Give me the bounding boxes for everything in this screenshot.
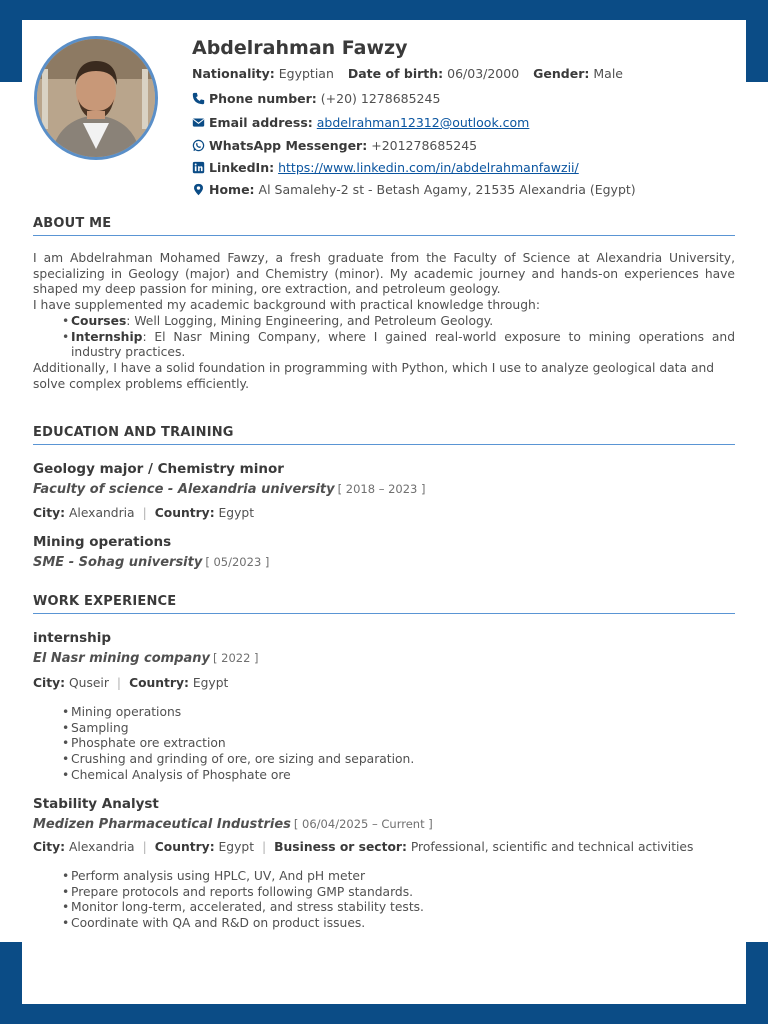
job-employer xyxy=(33,817,433,832)
about-supplement: I have supplemented my academic background with practical knowledge through: xyxy=(33,298,540,313)
home-value: Al Samalehy-2 st - Betash Agamy, 21535 Alexandria (Egypt) xyxy=(258,182,636,197)
education-date: [ 2018 – 2023 ] xyxy=(337,482,426,496)
country-label: Country: xyxy=(129,676,189,690)
separator: | xyxy=(142,840,147,854)
map-pin-icon xyxy=(192,183,205,196)
job-location xyxy=(33,676,228,690)
city-label: City: xyxy=(33,506,66,520)
education-institution xyxy=(33,555,269,570)
nationality-label: Nationality: xyxy=(192,66,275,81)
about-intro: I am Abdelrahman Mohamed Fawzy, a fresh graduate from the Faculty of Science at Alexandria University, specializing in Geology (major) and Chemistry (minor). My academic journey and hands-on experiences have shaped my deep passion for mining, ore extraction, and petroleum geology. xyxy=(33,251,735,297)
personal-info-line xyxy=(192,66,623,81)
candidate-name: Abdelrahman Fawzy xyxy=(192,37,408,59)
job-date: [ 2022 ] xyxy=(212,651,259,665)
bullet-label: Internship xyxy=(71,329,143,344)
whatsapp-value: +201278685245 xyxy=(371,138,478,153)
job-title: internship xyxy=(33,630,112,646)
about-bullets xyxy=(33,314,735,361)
job-location xyxy=(33,840,693,854)
job-duties xyxy=(33,869,735,932)
list-item: • Phosphate ore extraction xyxy=(33,736,735,752)
education-heading: EDUCATION AND TRAINING xyxy=(33,425,735,445)
city-value: Quseir xyxy=(68,676,109,690)
list-item xyxy=(33,330,735,361)
frame-corner-top-left xyxy=(0,0,22,82)
profile-photo xyxy=(34,36,158,160)
nationality-value: Egyptian xyxy=(278,66,334,81)
employer-name: Medizen Pharmaceutical Industries xyxy=(33,817,291,832)
whatsapp-label: WhatsApp Messenger: xyxy=(209,138,368,153)
list-item: • Prepare protocols and reports following GMP standards. xyxy=(33,885,735,901)
envelope-icon xyxy=(192,116,205,129)
country-label: Country: xyxy=(154,840,215,854)
about-closing: Additionally, I have a solid foundation in programming with Python, which I use to analyze geological data and solve complex problems efficiently. xyxy=(33,360,715,391)
city-label: City: xyxy=(33,676,66,690)
dob-label: Date of birth: xyxy=(347,66,444,81)
linkedin-link[interactable]: https://www.linkedin.com/in/abdelrahmanfawzii/ xyxy=(278,160,579,175)
list-item: • Crushing and grinding of ore, ore sizing and separation. xyxy=(33,752,735,768)
phone-line xyxy=(192,91,440,106)
home-line xyxy=(192,182,636,197)
list-item: • Mining operations xyxy=(33,705,735,721)
linkedin-line xyxy=(192,160,579,175)
employer-name: El Nasr mining company xyxy=(33,651,210,666)
education-title: Mining operations xyxy=(33,534,172,550)
sector-label: Business or sector: xyxy=(274,840,407,854)
linkedin-icon xyxy=(192,161,205,174)
education-location xyxy=(33,506,254,520)
country-label: Country: xyxy=(154,506,215,520)
frame-corner-top-right xyxy=(746,0,768,82)
separator: | xyxy=(142,506,147,520)
bullet-label: Courses xyxy=(71,313,127,328)
about-heading: ABOUT ME xyxy=(33,216,735,236)
separator: | xyxy=(116,676,122,690)
city-value: Alexandria xyxy=(68,506,135,520)
phone-label: Phone number: xyxy=(209,91,317,106)
list-item xyxy=(33,314,735,330)
phone-icon xyxy=(192,92,205,105)
institution-name: SME - Sohag university xyxy=(33,555,203,570)
bullet-text: : El Nasr Mining Company, where I gained real-world exposure to mining operations and industry practices. xyxy=(71,329,735,360)
job-employer xyxy=(33,651,259,666)
cv-page xyxy=(22,20,746,1004)
phone-value: (+20) 1278685245 xyxy=(320,91,441,106)
education-date: [ 05/2023 ] xyxy=(205,555,270,569)
job-title: Stability Analyst xyxy=(33,796,159,812)
job-date: [ 06/04/2025 – Current ] xyxy=(293,817,433,831)
city-value: Alexandria xyxy=(68,840,135,854)
email-label: Email address: xyxy=(209,115,313,130)
list-item: • Sampling xyxy=(33,721,735,737)
about-section xyxy=(33,251,735,392)
list-item: • Chemical Analysis of Phosphate ore xyxy=(33,768,735,784)
country-value: Egypt xyxy=(218,840,255,854)
frame-corner-bottom-left xyxy=(0,942,22,1024)
institution-name: Faculty of science - Alexandria university xyxy=(33,482,335,497)
bullet-text: : Well Logging, Mining Engineering, and Petroleum Geology. xyxy=(126,313,494,328)
frame-corner-bottom-right xyxy=(746,942,768,1024)
education-institution xyxy=(33,482,426,497)
top-frame-bar xyxy=(0,0,768,20)
list-item: • Perform analysis using HPLC, UV, And pH meter xyxy=(33,869,735,885)
home-label: Home: xyxy=(209,182,255,197)
email-link[interactable]: abdelrahman12312@outlook.com xyxy=(316,115,530,130)
linkedin-label: LinkedIn: xyxy=(209,160,275,175)
country-value: Egypt xyxy=(192,676,229,690)
email-line xyxy=(192,115,529,130)
country-value: Egypt xyxy=(218,506,255,520)
dob-value: 06/03/2000 xyxy=(447,66,520,81)
job-duties xyxy=(33,705,735,784)
whatsapp-icon xyxy=(192,139,205,152)
list-item: • Monitor long-term, accelerated, and stress stability tests. xyxy=(33,900,735,916)
list-item: • Coordinate with QA and R&D on product issues. xyxy=(33,916,735,932)
sector-value: Professional, scientific and technical activities xyxy=(410,840,694,854)
education-title: Geology major / Chemistry minor xyxy=(33,461,284,477)
city-label: City: xyxy=(33,840,66,854)
gender-label: Gender: xyxy=(533,66,590,81)
whatsapp-line xyxy=(192,138,477,153)
bottom-frame-bar xyxy=(0,1004,768,1024)
separator: | xyxy=(262,840,267,854)
gender-value: Male xyxy=(593,66,623,81)
work-heading: WORK EXPERIENCE xyxy=(33,594,735,614)
